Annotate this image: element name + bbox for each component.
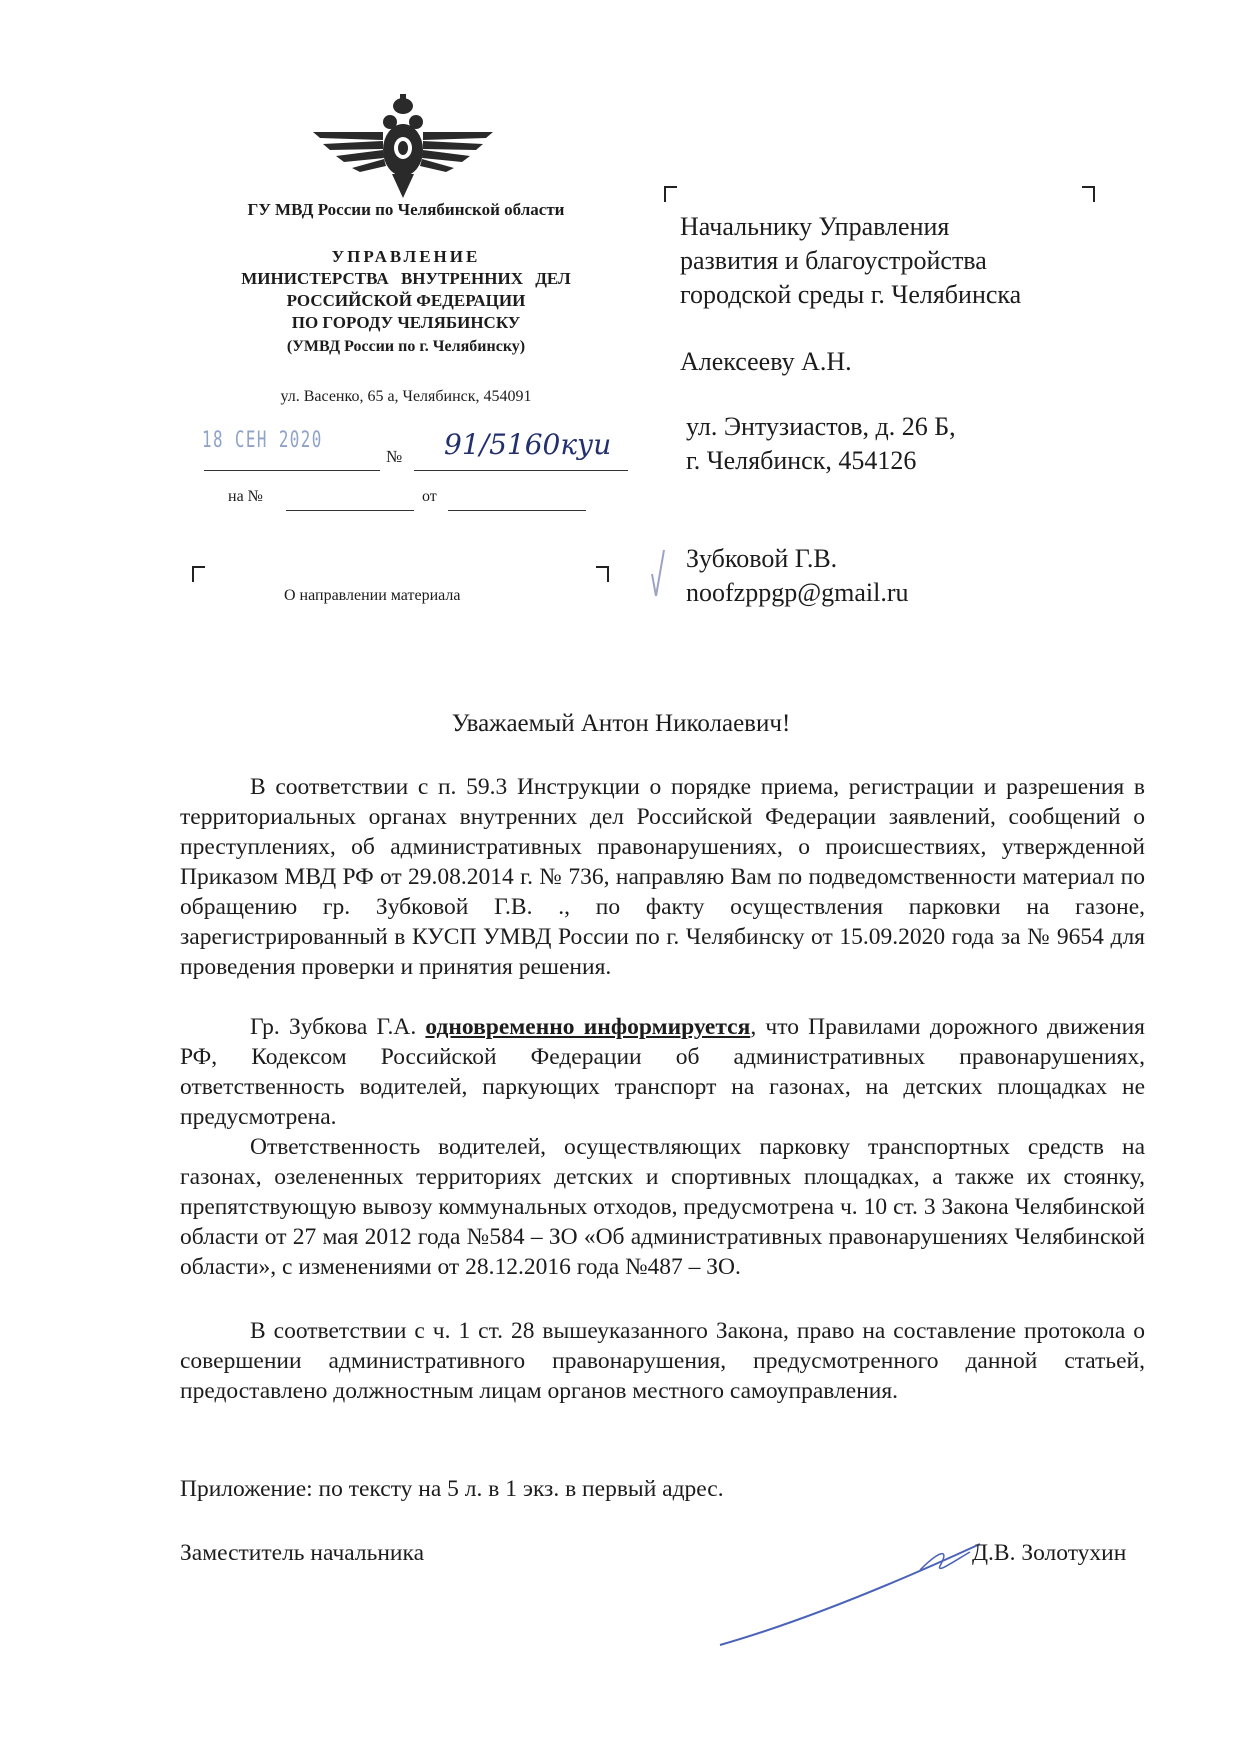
reference-label: на № — [228, 488, 263, 505]
registration-number: 91/5160куи — [444, 428, 612, 461]
recipient-line-1: Начальнику Управления — [680, 212, 950, 241]
number-label: № — [386, 447, 403, 466]
recipient-name: Алексееву А.Н. — [680, 347, 852, 376]
number-underline — [414, 470, 628, 471]
subject-line: О направлении материала — [284, 587, 461, 604]
body-paragraph-1: В соответствии с п. 59.3 Инструкции о порядке приема, регистрации и разрешения в территориальных органах внутренних дел Российской Федерации заявлений, сообщений о преступлениях, об административных правонарушениях, о происшествиях, утвержденной Приказом МВД РФ от 29.08.2014 г. № 736, направляю Вам по подведомственности материал по обращению гр. Зубковой Г.В. ., по факту осуществления парковки на газоне, зарегистрированный в КУСП УМВД России по г. Челябинску от 15.09.2020 года за № 9654 для проведения проверки и принятия решения. — [180, 774, 1145, 980]
directorate-line-1: МИНИСТЕРСТВА ВНУТРЕННИХ ДЕЛ — [241, 269, 571, 288]
coat-of-arms-emblem — [308, 92, 498, 200]
recipient-address-1: ул. Энтузиастов, д. 26 Б, — [686, 412, 956, 441]
signatory-position: Заместитель начальника — [180, 1540, 424, 1566]
directorate-line-3: ПО ГОРОДУ ЧЕЛЯБИНСКУ — [291, 313, 521, 332]
sender-address: ул. Васенко, 65 а, Челябинск, 454091 — [280, 388, 532, 405]
reference-from-label: от — [422, 488, 437, 505]
reference-underline — [286, 510, 414, 511]
body-paragraph-4: В соответствии с ч. 1 ст. 28 вышеуказанного Закона, право на составление протокола о совершении административного правонарушения, предусмотренного данной статьей, предоставлено должностным лицам органов местного самоуправления. — [180, 1318, 1145, 1404]
reference-date-underline — [448, 510, 586, 511]
recipient-address-2: г. Челябинск, 454126 — [686, 446, 917, 475]
recipient-corner-left — [664, 186, 677, 202]
date-stamp: 18 СЕН 2020 — [202, 428, 323, 453]
body-paragraph-2-start: Гр. Зубкова Г.А. — [250, 1014, 426, 1040]
directorate-short-name: (УМВД России по г. Челябинску) — [286, 338, 526, 355]
body-paragraph-2-emphasis: одновременно информируется — [425, 1014, 751, 1040]
directorate-title: УПРАВЛЕНИЕ — [331, 247, 481, 266]
recipient-line-3: городской среды г. Челябинска — [680, 280, 1022, 309]
checkmark-icon — [650, 548, 666, 598]
directorate-line-2: РОССИЙСКОЙ ФЕДЕРАЦИИ — [286, 291, 526, 310]
body-paragraph-2-end: , что Правилами дорожного движения РФ, Кодексом Российской Федерации об административных правонарушениях, ответственность водителей, паркующих транспорт на газонах, на детских площадках не предусмотрена. — [180, 1014, 1145, 1130]
copy-recipient-email: noofzppgp@gmail.ru — [686, 578, 909, 607]
subject-corner-right — [596, 566, 609, 582]
subject-corner-left — [192, 566, 205, 582]
recipient-line-2: развития и благоустройства — [680, 246, 987, 275]
body-paragraph-2 — [180, 1012, 1145, 1132]
agency-name: ГУ МВД России по Челябинской области — [247, 200, 565, 219]
signatory-name: Д.В. Золотухин — [972, 1540, 1127, 1566]
copy-recipient-name: Зубковой Г.В. — [686, 544, 838, 573]
handwritten-signature — [700, 1530, 1000, 1650]
body-paragraph-3: Ответственность водителей, осуществляющих парковку транспортных средств на газонах, озелененных территориях детских и спортивных площадках, а также их стоянку, препятствующую вывозу коммунальных отходов, предусмотрена ч. 10 ст. 3 Закона Челябинской области от 27 мая 2012 года №584 – ЗО «Об административных правонарушениях Челябинской области», с изменениями от 28.12.2016 года №487 – ЗО. — [180, 1134, 1145, 1280]
salutation: Уважаемый Антон Николаевич! — [451, 710, 791, 737]
recipient-corner-right — [1082, 186, 1095, 202]
annex-note: Приложение: по тексту на 5 л. в 1 экз. в первый адрес. — [180, 1476, 724, 1502]
date-underline — [204, 470, 380, 471]
